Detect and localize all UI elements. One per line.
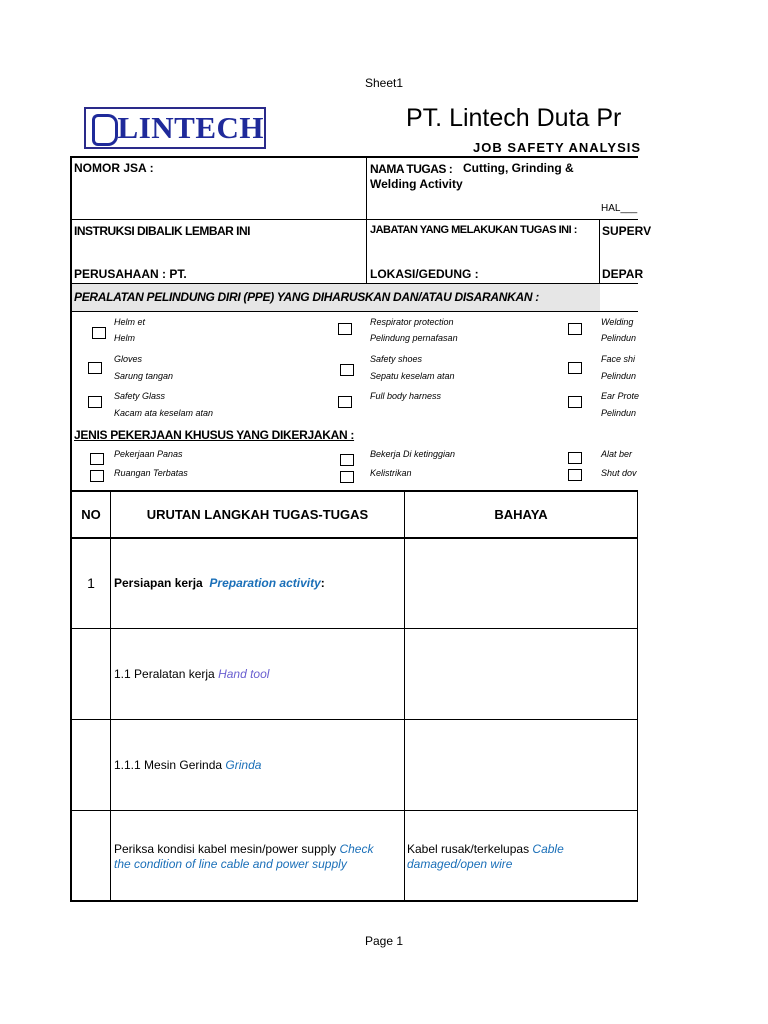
jsa-form (70, 156, 652, 904)
ppe-glass-en: Safety Glass (114, 391, 166, 401)
logo-text: LINTECH (117, 110, 264, 145)
ppe-helmet-checkbox[interactable] (92, 327, 106, 339)
ppe-shoes-en: Safety shoes (370, 354, 423, 364)
ppe-ear-id: Pelindun (601, 408, 637, 418)
ppe-respirator-en: Respirator protection (370, 317, 454, 327)
perusahaan-label: PERUSAHAAN : PT. (74, 267, 187, 281)
nama-tugas-value-line1: Cutting, Grinding & (463, 161, 574, 175)
ppe-harness-en: Full body harness (370, 391, 442, 401)
row-number: 1 (87, 575, 95, 591)
special-shutdown-checkbox[interactable] (568, 469, 582, 481)
special-hotwork-label: Pekerjaan Panas (114, 449, 183, 459)
special-confined-checkbox[interactable] (90, 470, 104, 482)
departemen-label: DEPAR (602, 267, 644, 281)
ppe-gloves-en: Gloves (114, 354, 143, 364)
nama-tugas-label: NAMA TUGAS : (370, 162, 453, 176)
ppe-helmet-en: Helm et (114, 317, 146, 327)
company-logo (84, 107, 266, 149)
ppe-gloves-id: Sarung tangan (114, 371, 174, 381)
special-height-checkbox[interactable] (340, 454, 354, 466)
ppe-shoes-id: Sepatu keselam atan (370, 371, 455, 381)
special-height-label: Bekerja Di ketinggian (370, 449, 456, 459)
instruksi-label: INSTRUKSI DIBALIK LEMBAR INI (74, 224, 250, 238)
ppe-glass-checkbox[interactable] (88, 396, 102, 408)
page-footer: Page 1 (364, 934, 404, 948)
logo-mark-icon (90, 112, 114, 144)
ppe-welding-en: Welding (601, 317, 634, 327)
ppe-faceshield-en: Face shi (601, 354, 636, 364)
ppe-welding-checkbox[interactable] (568, 323, 582, 335)
col-hazard-header: BAHAYA (494, 507, 548, 522)
ppe-heading: PERALATAN PELINDUNG DIRI (PPE) YANG DIHARUSKAN DAN/ATAU DISARANKAN : (74, 290, 539, 304)
special-electrical-checkbox[interactable] (340, 471, 354, 483)
supervisor-label: SUPERV (602, 224, 652, 238)
company-name: PT. Lintech Duta Pr (406, 104, 622, 132)
ppe-faceshield-id: Pelindun (601, 371, 637, 381)
ppe-harness-checkbox[interactable] (338, 396, 352, 408)
page-number-field: HAL___ (601, 203, 638, 214)
ppe-gloves-checkbox[interactable] (88, 362, 102, 374)
ppe-ear-en: Ear Prote (601, 391, 640, 401)
nomor-jsa-label: NOMOR JSA : (74, 161, 154, 175)
step-text: 1.1.1 Mesin Gerinda Grinda (114, 758, 262, 772)
hazard-text: Kabel rusak/terkelupas Cable damaged/open wire (407, 842, 564, 871)
ppe-glass-id: Kacam ata keselam atan (114, 408, 214, 418)
ppe-respirator-checkbox[interactable] (338, 323, 352, 335)
ppe-helmet-id: Helm (114, 333, 136, 343)
special-tool-label: Alat ber (601, 449, 633, 459)
special-hotwork-checkbox[interactable] (90, 453, 104, 465)
jabatan-label: JABATAN YANG MELAKUKAN TUGAS INI : (370, 224, 577, 236)
special-work-heading: JENIS PEKERJAAN KHUSUS YANG DIKERJAKAN : (74, 428, 355, 442)
special-electrical-label: Kelistrikan (370, 468, 412, 478)
lokasi-label: LOKASI/GEDUNG : (370, 267, 479, 281)
step-text: Periksa kondisi kabel mesin/power supply Check the condition of line cable and power supply (114, 842, 374, 871)
ppe-welding-id: Pelindun (601, 333, 637, 343)
nama-tugas-value-line2: Welding Activity (370, 177, 463, 191)
document-name: JOB SAFETY ANALYSIS (473, 140, 642, 155)
col-no-header: NO (81, 507, 101, 522)
sheet-title: Sheet1 (364, 76, 404, 90)
ppe-ear-checkbox[interactable] (568, 396, 582, 408)
ppe-faceshield-checkbox[interactable] (568, 362, 582, 374)
ppe-respirator-id: Pelindung pernafasan (370, 333, 458, 343)
special-shutdown-label: Shut dov (601, 468, 637, 478)
col-steps-header: URUTAN LANGKAH TUGAS-TUGAS (146, 507, 369, 522)
special-confined-label: Ruangan Terbatas (114, 468, 188, 478)
step-text: Persiapan kerja Preparation activity: (114, 576, 325, 590)
ppe-shoes-checkbox[interactable] (340, 364, 354, 376)
step-text: 1.1 Peralatan kerja Hand tool (114, 667, 270, 681)
special-tool-checkbox[interactable] (568, 452, 582, 464)
